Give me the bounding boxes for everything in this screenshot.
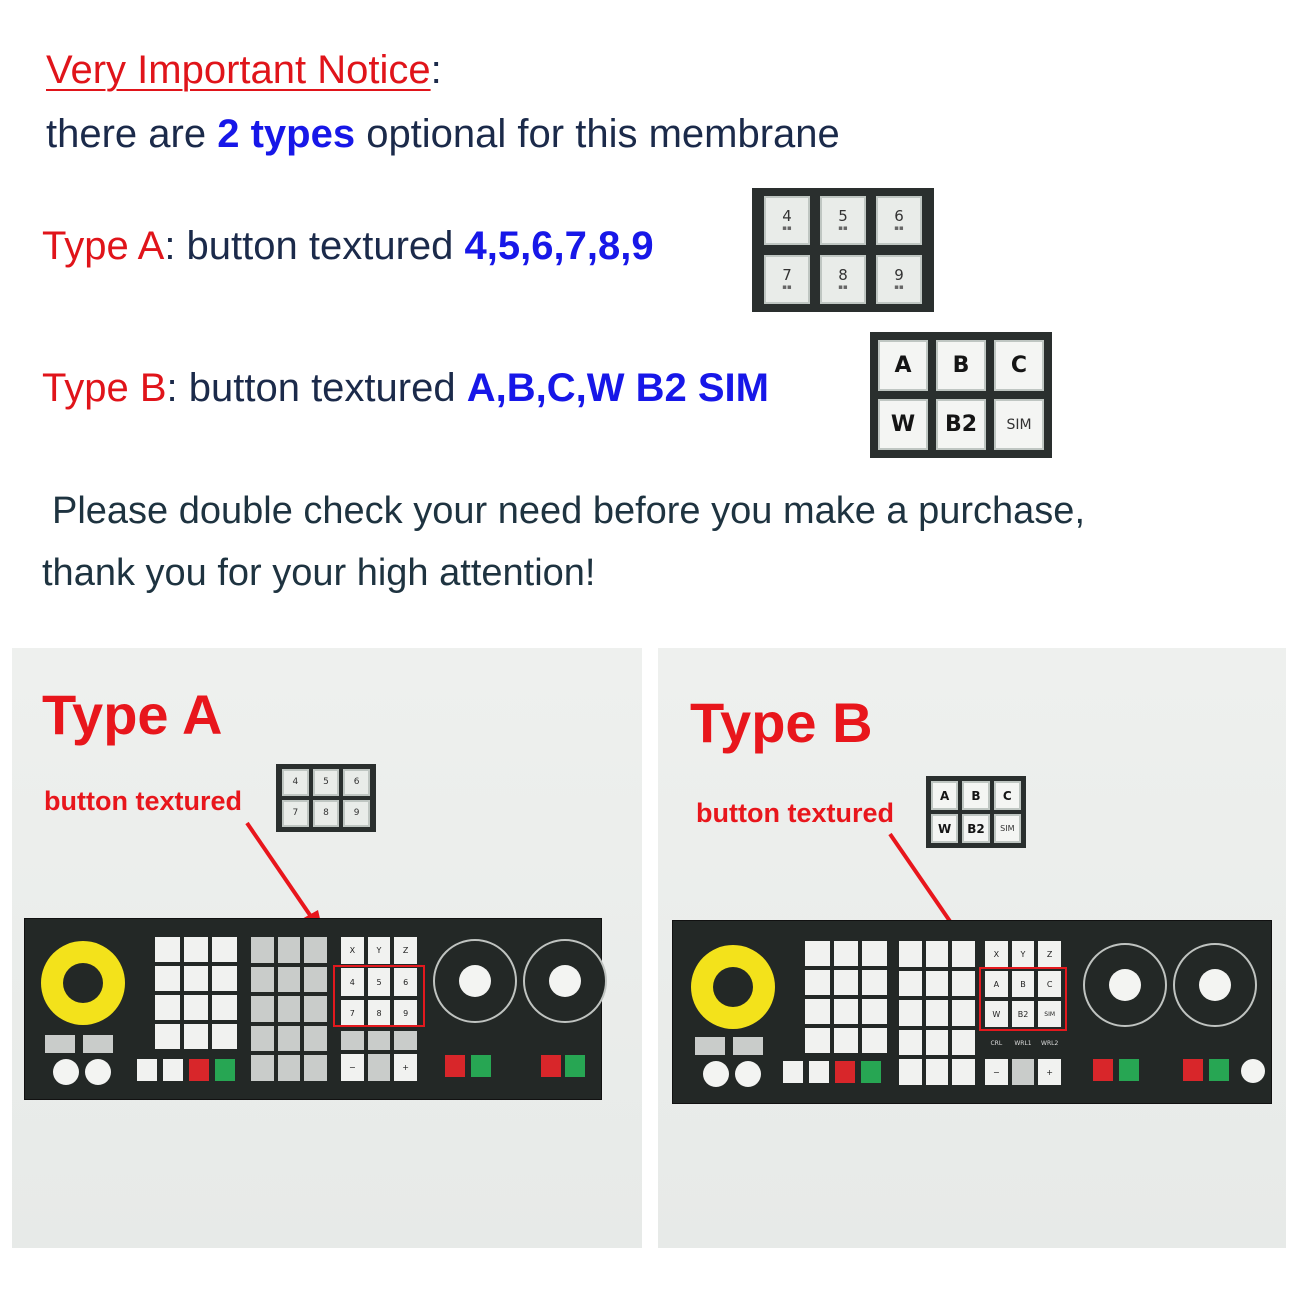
board-key: X — [341, 937, 364, 964]
estop-ring — [41, 941, 125, 1025]
notice-line-pre: there are — [46, 112, 218, 156]
type-b-line — [42, 366, 769, 411]
sample-key: B — [962, 781, 989, 810]
board-key: X — [985, 941, 1008, 967]
board-key: CRL — [985, 1031, 1008, 1055]
sample-key: 6 — [343, 769, 370, 796]
sample-key: 5 ▪▪ — [820, 196, 866, 245]
photo-type-b — [658, 648, 1286, 1248]
type-a-keys-text: 4,5,6,7,8,9 — [464, 224, 654, 268]
sample-key: 9 ▪▪ — [876, 255, 922, 304]
board-key: + — [1038, 1059, 1061, 1085]
sample-key: SIM — [994, 814, 1021, 843]
board-key: Z — [1038, 941, 1061, 967]
sample-key: 7 ▪▪ — [764, 255, 810, 304]
notice-line — [46, 112, 840, 157]
sample-key: A — [878, 340, 928, 391]
board-key: 9 — [394, 1000, 417, 1027]
sample-key: 6 ▪▪ — [876, 196, 922, 245]
notice-line-emphasis: 2 types — [217, 112, 356, 156]
type-b-keys-text: A,B,C,W B2 SIM — [466, 366, 769, 410]
photo-b-label: button textured — [696, 798, 894, 828]
override-dial — [1173, 943, 1257, 1027]
type-a-label: Type A — [42, 224, 165, 268]
sample-key: 9 — [343, 800, 370, 827]
sample-key: 4 ▪▪ — [764, 196, 810, 245]
board-key: 4 — [341, 968, 364, 995]
sample-key: B2 — [962, 814, 989, 843]
sample-key: 8 ▪▪ — [820, 255, 866, 304]
photo-type-a — [12, 648, 642, 1248]
board-key: − — [985, 1059, 1008, 1085]
sample-key: 5 — [313, 769, 340, 796]
sample-key: 4 — [282, 769, 309, 796]
advice-line-2: thank you for your high attention! — [42, 552, 596, 594]
board-key: 8 — [368, 1000, 391, 1027]
sample-key: W — [931, 814, 958, 843]
board-key: Y — [368, 937, 391, 964]
type-b-sep: : button textured — [166, 366, 467, 410]
notice-colon: : — [430, 48, 442, 92]
board-key: B2 — [1012, 1001, 1035, 1027]
membrane-board — [24, 918, 602, 1100]
type-a-sep: : button textured — [164, 224, 465, 268]
board-key: + — [394, 1054, 417, 1081]
board-key: Z — [394, 937, 417, 964]
sample-key: 7 — [282, 800, 309, 827]
photo-b-title: Type B — [690, 691, 873, 754]
photo-a-label: button textured — [44, 786, 242, 816]
board-key: W — [985, 1001, 1008, 1027]
board-key: Y — [1012, 941, 1035, 967]
sample-key: 8 — [313, 800, 340, 827]
board-key: B — [1012, 971, 1035, 997]
type-a-line — [42, 224, 654, 269]
notice-title-text: Very Important Notice — [46, 48, 431, 92]
board-key: WRL1 — [1012, 1031, 1035, 1055]
notice-title — [46, 48, 442, 93]
board-key: − — [341, 1054, 364, 1081]
advice-line-1: Please double check your need before you make a purchase, — [52, 490, 1085, 532]
highlight-box — [333, 965, 425, 1027]
override-dial — [523, 939, 607, 1023]
sample-key: C — [994, 340, 1044, 391]
board-key: 6 — [394, 968, 417, 995]
board-key: C — [1038, 971, 1061, 997]
sample-key: A — [931, 781, 958, 810]
sample-key: B2 — [936, 399, 986, 450]
sample-key: C — [994, 781, 1021, 810]
board-key: 5 — [368, 968, 391, 995]
board-key: SIM — [1038, 1001, 1061, 1027]
photo-a-title: Type A — [42, 683, 223, 746]
override-dial — [433, 939, 517, 1023]
estop-ring — [691, 945, 775, 1029]
type-b-label: Type B — [42, 366, 167, 410]
board-key: 7 — [341, 1000, 364, 1027]
notice-line-post: optional for this membrane — [355, 112, 840, 156]
override-dial — [1083, 943, 1167, 1027]
sample-key: W — [878, 399, 928, 450]
sample-key: SIM — [994, 399, 1044, 450]
sample-key: B — [936, 340, 986, 391]
type-b-sample-keypad — [870, 332, 1052, 458]
board-key: A — [985, 971, 1008, 997]
membrane-board — [672, 920, 1272, 1104]
highlight-box — [979, 967, 1067, 1031]
board-key: WRL2 — [1038, 1031, 1061, 1055]
type-a-sample-keypad — [752, 188, 934, 312]
